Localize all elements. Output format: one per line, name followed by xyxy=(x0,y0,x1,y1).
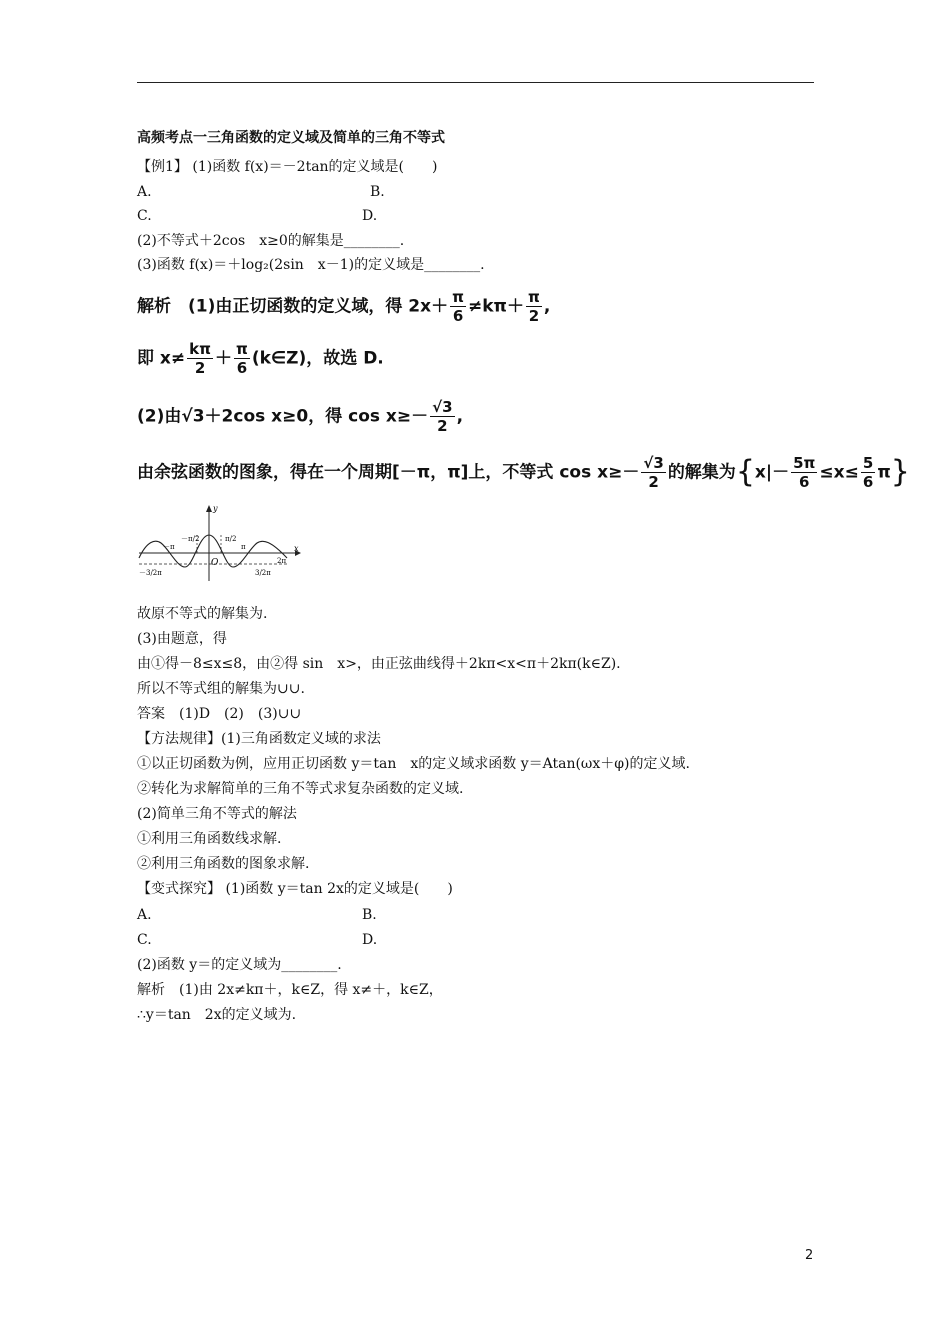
example-tag: 【例1】 xyxy=(137,159,188,175)
text-line: (2)简单三角不等式的解法 xyxy=(137,806,297,822)
tick-label: －3/2π xyxy=(139,569,162,577)
options-row-1: A. xyxy=(137,184,152,200)
example-question-1: 【例1】 (1)函数 f(x)＝－2tan的定义域是( ) xyxy=(137,159,438,175)
page-number: 2 xyxy=(805,1248,814,1263)
tick-label: π xyxy=(241,543,246,551)
text-line: 由①得－8≤x≤8，由②得 sin x>，由正弦曲线得＋2kπ<x<π＋2kπ(k∈Z). xyxy=(137,656,621,672)
text-line: ②利用三角函数的图象求解. xyxy=(137,856,310,872)
y-axis-arrow xyxy=(206,505,212,512)
fraction: $\frac{√3}{2}$ xyxy=(643,454,664,491)
tick-label: －π/2 xyxy=(181,535,200,543)
method-heading: 【方法规律】(1)三角函数定义域的求法 xyxy=(137,731,381,747)
cosine-graph xyxy=(137,503,302,583)
text-line: ②转化为求解简单的三角不等式求复杂函数的定义域. xyxy=(137,781,464,797)
option-c: C. xyxy=(137,208,152,224)
section-heading: 高频考点一三角函数的定义域及简单的三角不等式 xyxy=(137,130,445,146)
text-line: ①利用三角函数线求解. xyxy=(137,831,282,847)
text-line: (3)由题意，得 xyxy=(137,631,227,647)
fraction: $\frac{\pi}{2}$ xyxy=(527,288,540,325)
tick-label: 2π xyxy=(277,557,287,565)
solution-line-2: 即 x≠ $\frac{k\pi}{2}$ ＋ $\frac{\pi}{6}$ (k∈Z)，故选 D. xyxy=(137,340,384,377)
fraction: $\frac{5}{6}$ xyxy=(862,454,874,491)
origin-label: O xyxy=(211,558,219,568)
solution-line-1: 解析 (1)由正切函数的定义域，得 2x＋ $\frac{\pi}{6}$ ≠kπ＋ $\frac{\pi}{2}$ , xyxy=(137,288,551,325)
option-a: A. xyxy=(137,907,152,923)
option-b: B. xyxy=(370,184,385,200)
option-d: D. xyxy=(362,208,378,224)
fraction: $\frac{\pi}{6}$ xyxy=(235,340,248,377)
text-line: ①以正切函数为例，应用正切函数 y＝tan x的定义域求函数 y＝Atan(ωx＋φ)的定义域. xyxy=(137,756,690,772)
text-line: 解析 (1)由 2x≠kπ＋，k∈Z，得 x≠＋，k∈Z， xyxy=(137,982,443,998)
solution-line-4: 由余弦函数的图象，得在一个周期[－π，π]上，不等式 cos x≥－ $\frac{√3}{2}$ 的解集为{x|－ $\frac{5\pi}{6}$ ≤x≤ $\frac{5}{6}$ π} xyxy=(137,454,910,491)
text-line: ∴y＝tan 2x的定义域为. xyxy=(137,1007,297,1023)
fraction: $\frac{√3}{2}$ xyxy=(432,398,453,435)
fraction: $\frac{\pi}{6}$ xyxy=(452,288,464,325)
tick-label: 3/2π xyxy=(255,569,271,577)
header-rule xyxy=(137,82,814,83)
example-question-2: (2)不等式＋2cos x≥0的解集是________. xyxy=(137,233,405,249)
option-c: C. xyxy=(137,932,152,948)
variant-question-2: (2)函数 y＝的定义域为________. xyxy=(137,957,342,973)
variant-question-1: 【变式探究】 (1)函数 y＝tan 2x的定义域是( ) xyxy=(137,881,453,897)
solution-line-3: (2)由√3＋2cos x≥0，得 cos x≥－ $\frac{√3}{2}$ , xyxy=(137,398,464,435)
tick-label: －π xyxy=(163,543,175,551)
text-line: 所以不等式组的解集为∪∪. xyxy=(137,681,305,697)
y-axis-label: y xyxy=(213,504,218,513)
fraction: $\frac{k\pi}{2}$ xyxy=(189,340,211,377)
example-question-3: (3)函数 f(x)＝＋log₂(2sin x－1)的定义域是________. xyxy=(137,257,485,273)
fraction: $\frac{5\pi}{6}$ xyxy=(793,454,816,491)
answer-line: 答案 (1)D (2) (3)∪∪ xyxy=(137,706,302,722)
x-axis-label: x xyxy=(294,544,299,553)
option-d: D. xyxy=(362,932,378,948)
tick-label: π/2 xyxy=(225,535,237,543)
option-b: B. xyxy=(362,907,377,923)
text-line: 故原不等式的解集为. xyxy=(137,606,268,622)
